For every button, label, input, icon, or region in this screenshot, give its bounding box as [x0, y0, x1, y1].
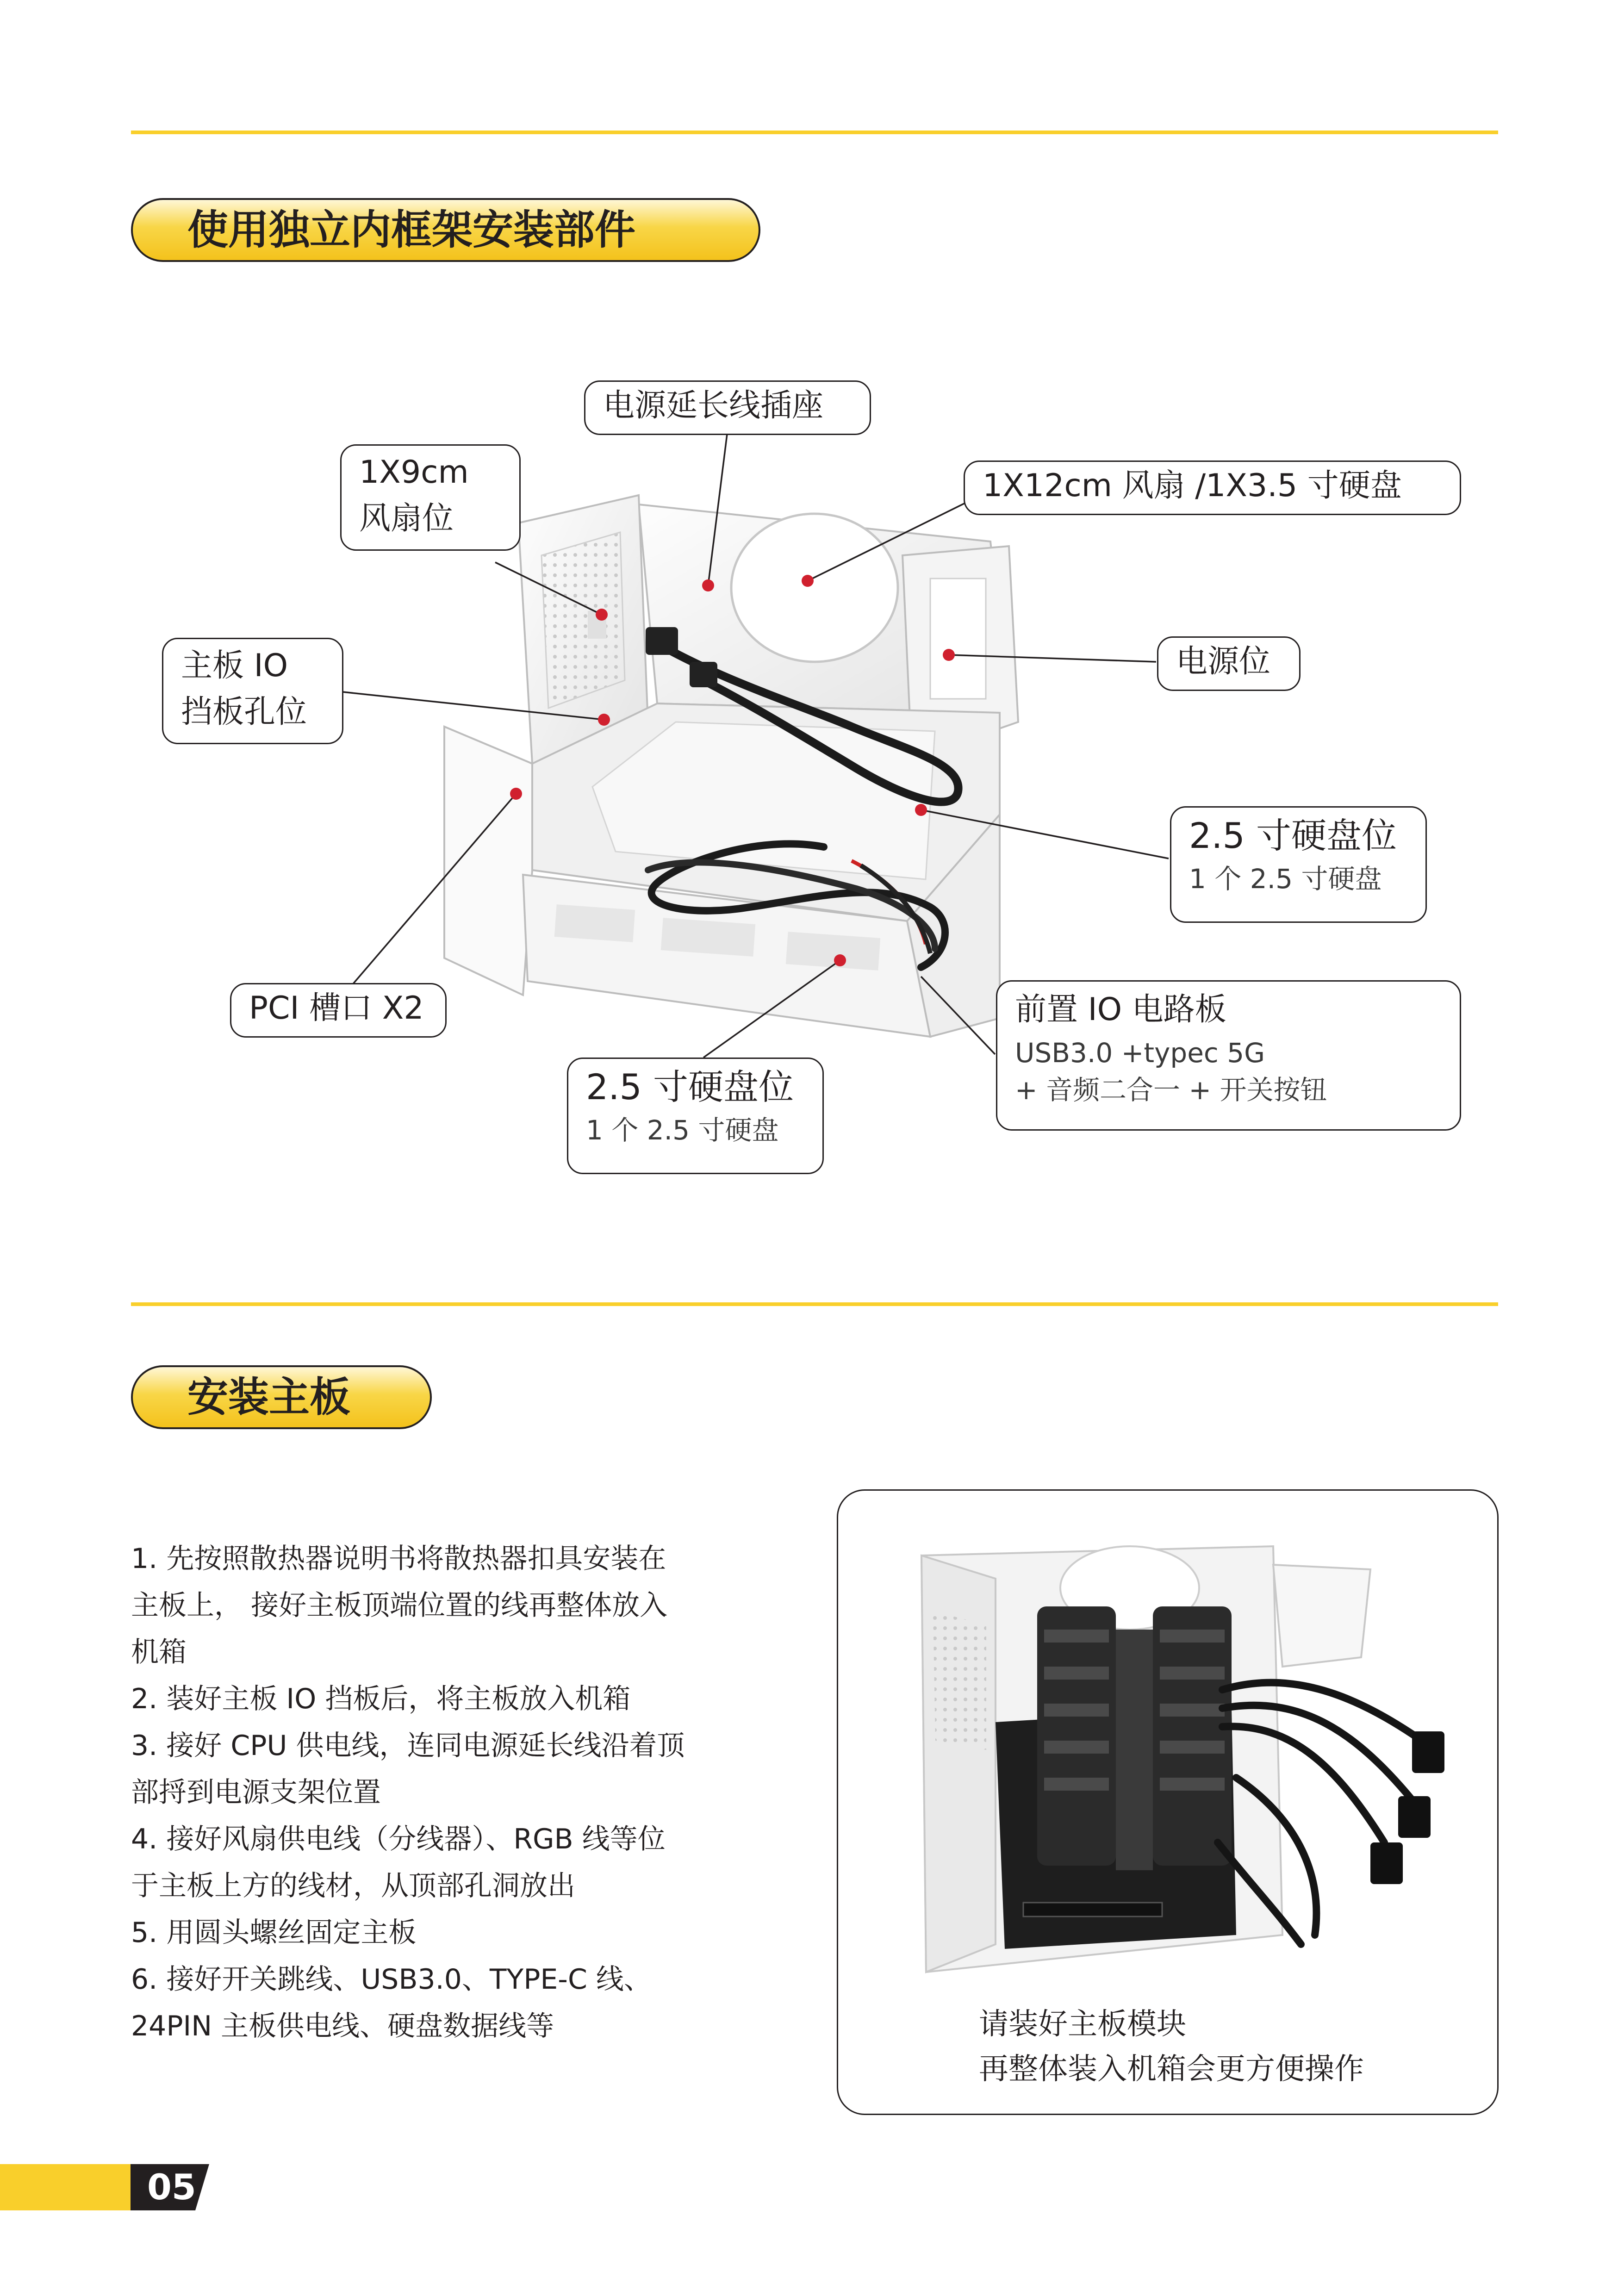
marker-dot: [702, 579, 714, 591]
callout-io-shield: 主板 IO 挡板孔位: [162, 638, 343, 744]
marker-dot: [596, 609, 608, 621]
callout-ssd-right: 2.5 寸硬盘位 1 个 2.5 寸硬盘: [1170, 806, 1427, 923]
page-number-badge: [131, 2164, 209, 2210]
step-line: 1. 先按照散热器说明书将散热器扣具安装在: [131, 1543, 666, 1575]
step-line: 24PIN 主板供电线、硬盘数据线等: [131, 2010, 554, 2042]
install-steps: [131, 1536, 770, 2050]
step-line: 于主板上方的线材，从顶部孔洞放出: [131, 1870, 575, 1902]
step-line: 6. 接好开关跳线、USB3.0、TYPE-C 线、: [131, 1963, 652, 1996]
step-line: 4. 接好风扇供电线（分线器）、RGB 线等位: [131, 1823, 666, 1855]
marker-dot: [510, 788, 522, 800]
callout-pci: PCI 槽口 X2: [230, 983, 447, 1038]
page-number: 05: [147, 2166, 196, 2208]
step-line: 5. 用圆头螺丝固定主板: [131, 1916, 417, 1949]
marker-dot: [915, 804, 927, 816]
callout-ssd-bottom: 2.5 寸硬盘位 1 个 2.5 寸硬盘: [567, 1058, 824, 1174]
marker-dot: [943, 649, 955, 661]
section-title: 使用独立内框架安装部件: [187, 206, 636, 254]
marker-dot: [802, 575, 814, 587]
callout-psu: 电源位: [1157, 636, 1301, 691]
step-line: 3. 接好 CPU 供电线，连同电源延长线沿着顶: [131, 1730, 685, 1762]
marker-dot: [834, 954, 846, 966]
marker-dot: [598, 714, 610, 726]
step-line: 部捋到电源支架位置: [131, 1776, 381, 1809]
section-title: 安装主板: [187, 1373, 351, 1421]
photo-caption: 请装好主板模块 再整体装入机箱会更方便操作: [979, 2007, 1364, 2086]
callout-psu-extension: 电源延长线插座: [584, 380, 871, 435]
callout-fan-12cm: 1X12cm 风扇 /1X3.5 寸硬盘: [964, 460, 1461, 515]
step-line: 主板上， 接好主板顶端位置的线再整体放入: [131, 1589, 668, 1622]
step-line: 2. 装好主板 IO 挡板后，将主板放入机箱: [131, 1683, 631, 1715]
callout-front-io: 前置 IO 电路板 USB3.0 +typec 5G + 音频二合一 + 开关按钮: [996, 980, 1461, 1131]
fan-opening-12cm: [731, 514, 898, 662]
middle-divider: [131, 1302, 1498, 1306]
footer-accent-bar: [0, 2164, 131, 2210]
callout-fan-9cm: 1X9cm 风扇位: [340, 444, 521, 551]
step-line: 机箱: [131, 1636, 187, 1668]
section-title-frame-motherboard: [131, 1365, 432, 1429]
